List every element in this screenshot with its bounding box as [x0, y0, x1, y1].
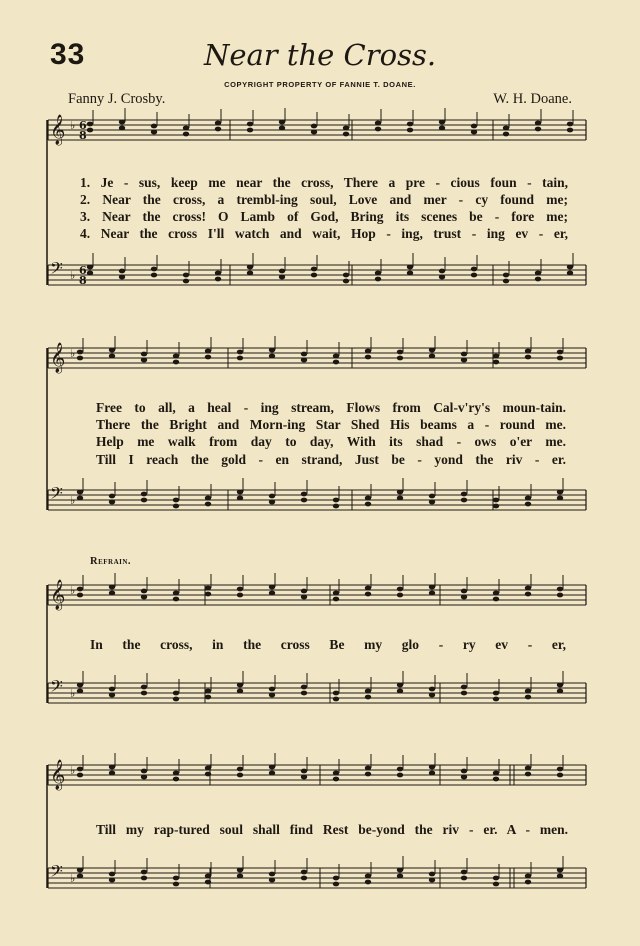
verse-3-line-2: Help me walk from day to day, With its shad - ows o'er me. — [96, 434, 566, 449]
notehead — [215, 271, 221, 276]
notehead — [375, 121, 381, 126]
notehead — [269, 872, 275, 877]
notehead — [333, 498, 339, 503]
time-signature-top: 6 — [79, 119, 87, 132]
notehead — [247, 122, 253, 127]
hymn-title: Near the Cross. — [203, 38, 437, 72]
notehead — [183, 126, 189, 131]
notehead — [429, 500, 435, 505]
notehead — [557, 689, 563, 694]
notehead — [375, 127, 381, 132]
notehead — [343, 132, 349, 137]
notehead — [269, 591, 275, 596]
notehead — [311, 124, 317, 129]
notehead — [429, 585, 435, 590]
time-signature-bottom: 8 — [79, 129, 87, 142]
bass-clef-icon: 𝄢 — [50, 861, 63, 885]
notehead — [77, 496, 83, 501]
notehead — [493, 354, 499, 359]
notehead — [471, 124, 477, 129]
notehead — [525, 766, 531, 771]
notehead — [557, 683, 563, 688]
notehead — [397, 689, 403, 694]
notehead — [333, 354, 339, 359]
notehead — [205, 766, 211, 771]
notehead — [365, 766, 371, 771]
notehead — [237, 689, 243, 694]
notehead — [429, 878, 435, 883]
notehead — [557, 490, 563, 495]
notehead — [461, 595, 467, 600]
notehead — [183, 132, 189, 137]
notehead — [269, 878, 275, 883]
notehead — [439, 269, 445, 274]
flat-icon: ♭ — [70, 347, 76, 360]
notehead — [109, 354, 115, 359]
notehead — [173, 771, 179, 776]
verse-2-line-2: There the Bright and Morn-ing Star Shed His beams a - round me. — [96, 417, 566, 432]
notehead — [407, 128, 413, 133]
notehead — [109, 348, 115, 353]
notehead — [173, 697, 179, 702]
notehead — [397, 683, 403, 688]
notehead — [429, 872, 435, 877]
notehead — [397, 496, 403, 501]
notehead — [439, 275, 445, 280]
notehead — [365, 496, 371, 501]
notehead — [333, 591, 339, 596]
notehead — [301, 775, 307, 780]
notehead — [343, 273, 349, 278]
notehead — [461, 876, 467, 881]
notehead — [141, 870, 147, 875]
flat-icon: ♭ — [70, 269, 76, 282]
notehead — [237, 773, 243, 778]
notehead — [397, 593, 403, 598]
notehead — [365, 689, 371, 694]
notehead — [397, 587, 403, 592]
verse-4-line-1: 4. Near the cross I'll watch and wait, Hop - ing, trust - ing ev - er, — [80, 226, 568, 241]
notehead — [461, 685, 467, 690]
notehead — [493, 504, 499, 509]
notehead — [365, 695, 371, 700]
notehead — [365, 502, 371, 507]
verse-1-line-1: 1. Je - sus, keep me near the cross, There a pre - cious foun - tain, — [80, 175, 568, 190]
notehead — [205, 502, 211, 507]
notehead — [311, 130, 317, 135]
notehead — [173, 597, 179, 602]
notehead — [397, 767, 403, 772]
notehead — [407, 122, 413, 127]
notehead — [87, 128, 93, 133]
notehead — [151, 130, 157, 135]
notehead — [151, 124, 157, 129]
notehead — [471, 267, 477, 272]
notehead — [365, 586, 371, 591]
notehead — [119, 126, 125, 131]
verse-1-line-2: Free to all, a heal - ing stream, Flows from Cal-v'ry's moun-tain. — [96, 400, 566, 415]
notehead — [109, 765, 115, 770]
notehead — [301, 691, 307, 696]
notehead — [301, 769, 307, 774]
notehead — [493, 360, 499, 365]
notehead — [237, 683, 243, 688]
treble-clef-icon: 𝄞 — [50, 760, 66, 790]
notehead — [557, 767, 563, 772]
notehead — [365, 349, 371, 354]
notehead — [141, 589, 147, 594]
notehead — [87, 271, 93, 276]
flat-icon: ♭ — [70, 119, 76, 132]
notehead — [525, 695, 531, 700]
notehead — [119, 120, 125, 125]
notehead — [333, 597, 339, 602]
notehead — [77, 587, 83, 592]
notehead — [205, 496, 211, 501]
notehead — [141, 352, 147, 357]
notehead — [279, 126, 285, 131]
notehead — [557, 350, 563, 355]
notehead — [119, 269, 125, 274]
notehead — [205, 586, 211, 591]
notehead — [77, 490, 83, 495]
composer-credit: W. H. Doane. — [493, 91, 572, 107]
notehead — [269, 354, 275, 359]
notehead — [109, 693, 115, 698]
notehead — [237, 874, 243, 879]
notehead — [429, 771, 435, 776]
notehead — [429, 348, 435, 353]
notehead — [525, 355, 531, 360]
notehead — [77, 350, 83, 355]
notehead — [109, 494, 115, 499]
notehead — [525, 772, 531, 777]
notehead — [429, 765, 435, 770]
notehead — [493, 777, 499, 782]
notehead — [375, 277, 381, 282]
notehead — [205, 355, 211, 360]
notehead — [461, 691, 467, 696]
notehead — [77, 356, 83, 361]
time-signature-bottom: 8 — [79, 274, 87, 287]
notehead — [343, 279, 349, 284]
notehead — [557, 587, 563, 592]
notehead — [311, 273, 317, 278]
notehead — [269, 765, 275, 770]
notehead — [301, 876, 307, 881]
notehead — [471, 273, 477, 278]
notehead — [365, 874, 371, 879]
notehead — [173, 691, 179, 696]
notehead — [151, 267, 157, 272]
lyricist-credit: Fanny J. Crosby. — [68, 91, 166, 107]
notehead — [109, 591, 115, 596]
notehead — [557, 496, 563, 501]
notehead — [503, 126, 509, 131]
notehead — [461, 775, 467, 780]
notehead — [109, 878, 115, 883]
notehead — [205, 592, 211, 597]
refrain-line-2: Till my rap-tured soul shall find Rest be-yond the riv - er. A - men. — [96, 822, 568, 837]
notehead — [205, 874, 211, 879]
notehead — [301, 358, 307, 363]
notehead — [461, 352, 467, 357]
notehead — [525, 874, 531, 879]
notehead — [535, 127, 541, 132]
notehead — [461, 870, 467, 875]
notehead — [333, 691, 339, 696]
notehead — [503, 132, 509, 137]
notehead — [525, 880, 531, 885]
notehead — [141, 595, 147, 600]
notehead — [439, 126, 445, 131]
notehead — [237, 356, 243, 361]
notehead — [461, 358, 467, 363]
notehead — [525, 586, 531, 591]
time-signature-top: 6 — [79, 264, 87, 277]
notehead — [77, 868, 83, 873]
notehead — [493, 691, 499, 696]
notehead — [237, 868, 243, 873]
notehead — [311, 267, 317, 272]
notehead — [77, 689, 83, 694]
refrain-label: Refrain. — [90, 556, 132, 567]
notehead — [567, 128, 573, 133]
notehead — [503, 279, 509, 284]
notehead — [301, 352, 307, 357]
notehead — [237, 350, 243, 355]
notehead — [269, 585, 275, 590]
notehead — [269, 771, 275, 776]
notehead — [503, 273, 509, 278]
bass-clef-icon: 𝄢 — [50, 258, 63, 282]
notehead — [333, 360, 339, 365]
notehead — [215, 277, 221, 282]
treble-clef-icon: 𝄞 — [50, 580, 66, 610]
notehead — [205, 349, 211, 354]
flat-icon: ♭ — [70, 872, 76, 885]
notehead — [397, 356, 403, 361]
notehead — [525, 496, 531, 501]
notehead — [215, 127, 221, 132]
notehead — [429, 494, 435, 499]
notehead — [269, 693, 275, 698]
notehead — [365, 880, 371, 885]
notehead — [279, 275, 285, 280]
notehead — [493, 591, 499, 596]
verse-4-line-2: Till I reach the gold - en strand, Just be - yond the riv - er. — [96, 452, 566, 467]
notehead — [557, 773, 563, 778]
notehead — [141, 358, 147, 363]
notehead — [237, 490, 243, 495]
notehead — [247, 265, 253, 270]
notehead — [141, 775, 147, 780]
notehead — [109, 872, 115, 877]
notehead — [141, 685, 147, 690]
notehead — [333, 504, 339, 509]
notehead — [237, 587, 243, 592]
notehead — [461, 769, 467, 774]
notehead — [141, 498, 147, 503]
notehead — [493, 597, 499, 602]
notehead — [397, 874, 403, 879]
notehead — [461, 492, 467, 497]
treble-clef-icon: 𝄞 — [50, 343, 66, 373]
flat-icon: ♭ — [70, 494, 76, 507]
notehead — [205, 695, 211, 700]
notehead — [237, 593, 243, 598]
notehead — [247, 128, 253, 133]
notehead — [557, 356, 563, 361]
notehead — [87, 122, 93, 127]
refrain-line-1: In the cross, in the cross Be my glo - ry ev - er, — [90, 637, 566, 652]
notehead — [237, 496, 243, 501]
notehead — [397, 773, 403, 778]
notehead — [493, 771, 499, 776]
notehead — [269, 348, 275, 353]
notehead — [77, 683, 83, 688]
bass-clef-icon: 𝄢 — [50, 676, 63, 700]
notehead — [333, 882, 339, 887]
notehead — [493, 876, 499, 881]
notehead — [205, 689, 211, 694]
notehead — [525, 689, 531, 694]
notehead — [525, 349, 531, 354]
notehead — [375, 271, 381, 276]
hymn-number: 33 — [50, 38, 86, 71]
notehead — [557, 868, 563, 873]
notehead — [183, 279, 189, 284]
notehead — [173, 498, 179, 503]
notehead — [173, 882, 179, 887]
notehead — [567, 122, 573, 127]
notehead — [141, 691, 147, 696]
notehead — [365, 592, 371, 597]
notehead — [535, 121, 541, 126]
notehead — [279, 120, 285, 125]
notehead — [109, 500, 115, 505]
notehead — [183, 273, 189, 278]
notehead — [151, 273, 157, 278]
notehead — [439, 120, 445, 125]
flat-icon: ♭ — [70, 764, 76, 777]
flat-icon: ♭ — [70, 687, 76, 700]
notehead — [429, 591, 435, 596]
notehead — [109, 585, 115, 590]
bass-clef-icon: 𝄢 — [50, 483, 63, 507]
notehead — [461, 498, 467, 503]
notehead — [333, 876, 339, 881]
notehead — [407, 271, 413, 276]
copyright-notice: COPYRIGHT PROPERTY OF FANNIE T. DOANE. — [224, 80, 416, 89]
notehead — [141, 876, 147, 881]
notehead — [109, 771, 115, 776]
notehead — [333, 697, 339, 702]
notehead — [301, 589, 307, 594]
notehead — [173, 360, 179, 365]
flat-icon: ♭ — [70, 584, 76, 597]
notehead — [87, 265, 93, 270]
notehead — [557, 874, 563, 879]
notehead — [471, 130, 477, 135]
notehead — [525, 502, 531, 507]
notehead — [237, 767, 243, 772]
notehead — [567, 271, 573, 276]
notehead — [301, 685, 307, 690]
notehead — [205, 772, 211, 777]
notehead — [141, 769, 147, 774]
notehead — [333, 771, 339, 776]
notehead — [461, 589, 467, 594]
notehead — [301, 492, 307, 497]
notehead — [141, 492, 147, 497]
notehead — [173, 591, 179, 596]
notehead — [343, 126, 349, 131]
treble-clef-icon: 𝄞 — [50, 115, 66, 145]
notehead — [173, 876, 179, 881]
notehead — [301, 595, 307, 600]
notehead — [173, 777, 179, 782]
notehead — [493, 498, 499, 503]
notehead — [525, 592, 531, 597]
verse-3-line-1: 3. Near the cross! O Lamb of God, Bring its scenes be - fore me; — [80, 209, 568, 224]
notehead — [247, 271, 253, 276]
notehead — [365, 772, 371, 777]
notehead — [77, 773, 83, 778]
notehead — [269, 687, 275, 692]
notehead — [493, 882, 499, 887]
notehead — [535, 277, 541, 282]
notehead — [429, 693, 435, 698]
notehead — [429, 687, 435, 692]
notehead — [215, 121, 221, 126]
notehead — [269, 500, 275, 505]
notehead — [173, 504, 179, 509]
notehead — [77, 874, 83, 879]
notehead — [109, 687, 115, 692]
notehead — [173, 354, 179, 359]
notehead — [333, 777, 339, 782]
notehead — [205, 880, 211, 885]
notehead — [407, 265, 413, 270]
notehead — [397, 490, 403, 495]
notehead — [429, 354, 435, 359]
notehead — [397, 868, 403, 873]
notehead — [567, 265, 573, 270]
verse-2-line-1: 2. Near the cross, a trembl-ing soul, Love and mer - cy found me; — [80, 192, 568, 207]
notehead — [77, 767, 83, 772]
notehead — [557, 593, 563, 598]
notehead — [365, 355, 371, 360]
notehead — [301, 498, 307, 503]
notehead — [493, 697, 499, 702]
notehead — [397, 350, 403, 355]
notehead — [301, 870, 307, 875]
notehead — [279, 269, 285, 274]
notehead — [535, 271, 541, 276]
notehead — [119, 275, 125, 280]
notehead — [269, 494, 275, 499]
notehead — [77, 593, 83, 598]
